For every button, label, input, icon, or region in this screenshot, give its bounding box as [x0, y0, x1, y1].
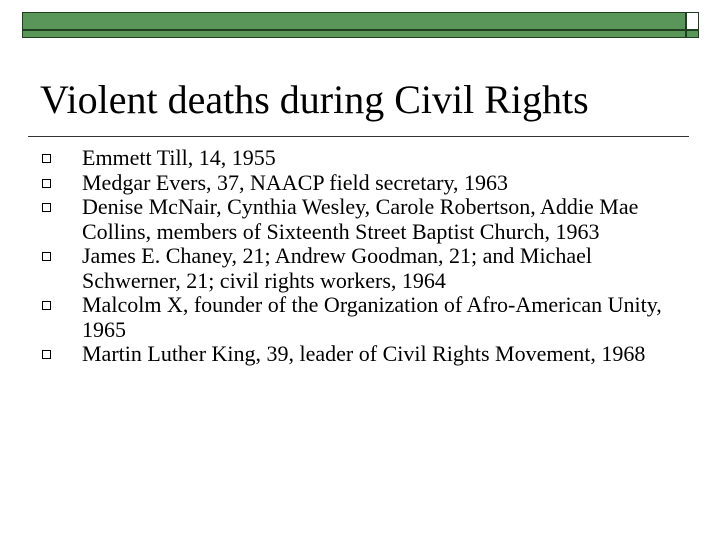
- bullet-text: James E. Chaney, 21; Andrew Goodman, 21; and Michael Schwerner, 21; civil rights workers, 1964: [82, 243, 592, 293]
- band-square-lower: [686, 30, 699, 38]
- bullet-item: [42, 146, 662, 171]
- bullet-text: Martin Luther King, 39, leader of Civil Rights Movement, 1968: [82, 341, 646, 366]
- hollow-square-bullet-icon: [42, 301, 51, 310]
- bullet-list: [42, 146, 662, 367]
- bullet-text: Denise McNair, Cynthia Wesley, Carole Robertson, Addie Mae Collins, members of Sixteenth Street Baptist Church, 1963: [82, 194, 639, 244]
- band-main-upper: [22, 12, 686, 30]
- bullet-text: Malcolm X, founder of the Organization of Afro-American Unity, 1965: [82, 292, 662, 342]
- hollow-square-bullet-icon: [42, 350, 51, 359]
- bullet-text: Emmett Till, 14, 1955: [82, 145, 276, 170]
- bullet-item: [42, 244, 662, 293]
- slide-title: Violent deaths during Civil Rights: [40, 77, 589, 122]
- title-divider: [28, 136, 689, 137]
- hollow-square-bullet-icon: [42, 154, 51, 163]
- bullet-item: [42, 342, 662, 367]
- hollow-square-bullet-icon: [42, 203, 51, 212]
- bullet-text: Medgar Evers, 37, NAACP field secretary, 1963: [82, 169, 509, 195]
- hollow-square-bullet-icon: [42, 252, 51, 261]
- hollow-square-bullet-icon: [42, 179, 51, 188]
- band-main-lower: [22, 30, 686, 38]
- bullet-item: [42, 293, 662, 342]
- bullet-item: [42, 171, 662, 196]
- bullet-item: [42, 195, 662, 244]
- band-square-upper: [686, 12, 699, 30]
- top-decorative-band: [22, 12, 699, 38]
